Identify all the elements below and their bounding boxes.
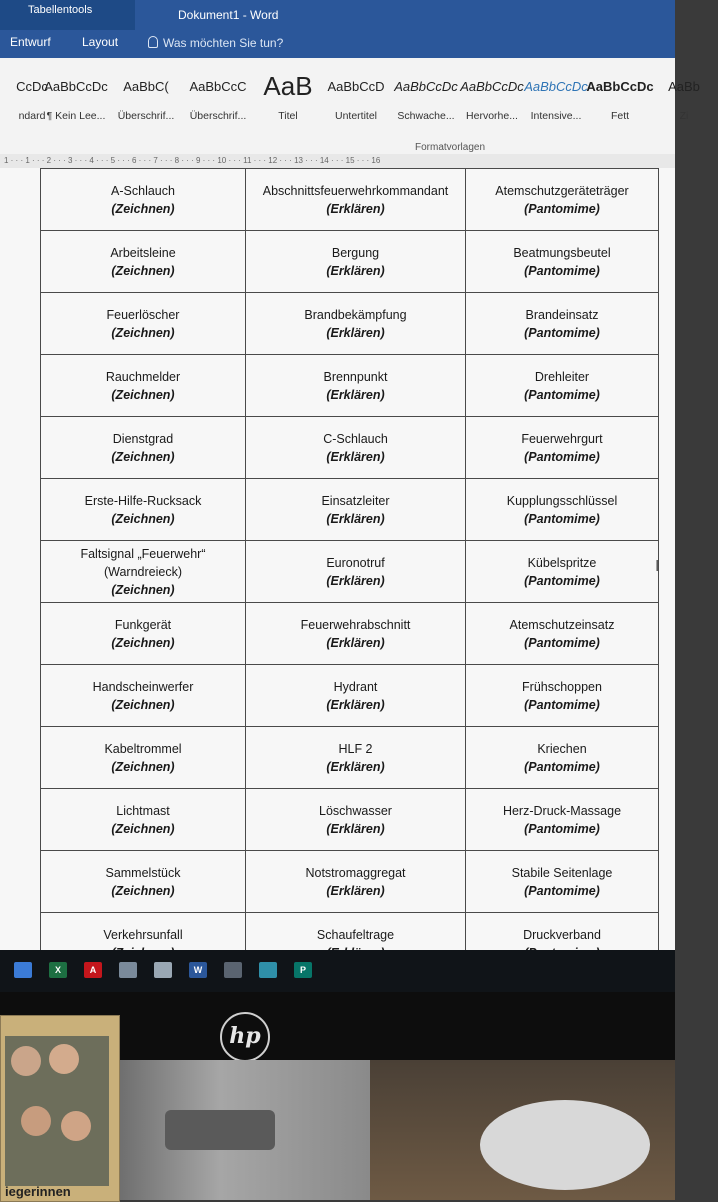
table-row [41,479,659,541]
style-gallery-item[interactable] [42,66,110,122]
cell-term: Rauchmelder [105,369,181,384]
table-row [41,727,659,789]
style-gallery-item[interactable] [184,66,252,122]
cell-task: (Pantomime) [524,573,600,588]
cell-term: Brandeinsatz [525,307,599,322]
cell-term: Drehleiter [534,369,590,384]
cell-term: Lichtmast [116,803,170,818]
tab-layout[interactable]: Layout [82,35,119,49]
ruler[interactable] [0,154,675,169]
publisher-icon[interactable]: P [294,962,312,978]
excel-icon[interactable]: X [49,962,67,978]
cell-term: Faltsignal „Feuerwehr“ (Warndreieck) [80,546,206,579]
style-gallery-item[interactable] [522,66,590,122]
cell-term: Kübelspritze [527,555,597,570]
cell-task: (Erklären) [326,387,385,402]
table-cell[interactable] [466,851,659,913]
cell-term: Dienstgrad [112,431,174,446]
style-name: Hervorhe... [466,110,518,122]
cell-term: Erste-Hilfe-Rucksack [84,493,202,508]
style-sample: AaBbCcD [327,78,385,94]
style-gallery-item[interactable] [392,66,460,122]
cell-term: Bergung [331,245,380,260]
cell-task: (Pantomime) [524,511,600,526]
style-sample: AaB [263,70,313,101]
cell-task: (Pantomime) [524,201,600,216]
photo-face [21,1106,51,1136]
style-gallery-item[interactable] [586,66,654,122]
cell-term: Atemschutzgeräteträger [495,183,629,198]
table-cell[interactable] [246,479,466,541]
cell-term: Frühschoppen [522,679,602,694]
style-name: Titel [278,110,298,122]
tab-entwurf[interactable]: Entwurf [10,35,51,49]
cell-task: (Pantomime) [524,883,600,898]
cell-task: (Erklären) [326,573,385,588]
style-name: Untertitel [334,110,377,122]
style-sample: AaBbCcDc [394,78,458,94]
cell-term: Brennpunkt [323,369,388,384]
table-cell[interactable] [41,851,246,913]
table-cell[interactable] [246,789,466,851]
table-cell[interactable] [466,417,659,479]
context-tab-label: Tabellentools [28,4,93,16]
document-page[interactable] [0,168,675,950]
table-cell[interactable] [466,541,659,603]
menu-bar [0,30,675,58]
table-row [41,789,659,851]
style-sample: AaBbCcDc [524,78,588,94]
table-row [41,169,659,231]
cell-task: (Erklären) [326,759,385,774]
title-bar [0,0,675,30]
ribbon [0,58,700,159]
cell-task: (Pantomime) [524,325,600,340]
cell-task: (Zeichnen) [111,821,175,836]
table-cell[interactable] [41,603,246,665]
stand-base [480,1100,650,1190]
style-sample: AaBbCcDc [44,78,108,94]
photo-face [61,1111,91,1141]
cell-term: Euronotruf [326,555,385,570]
cell-task: (Zeichnen) [111,697,175,712]
cell-task: (Zeichnen) [111,325,175,340]
style-sample: AaBbC( [123,78,169,94]
cell-term: Kupplungsschlüssel [506,493,618,508]
cell-term: Stabile Seitenlage [511,865,613,880]
table-cell[interactable] [41,293,246,355]
cell-task: (Erklären) [326,263,385,278]
cell-term: Einsatzleiter [321,493,390,508]
table-cell[interactable] [246,665,466,727]
disk-icon[interactable] [154,962,172,978]
table-row [41,231,659,293]
style-name: Schwache... [397,110,455,122]
cell-term: Kriechen [537,741,587,756]
cell-term: Herz-Druck-Massage [502,803,622,818]
cell-task: (Zeichnen) [111,759,175,774]
style-name: ndard [18,110,46,122]
word-table [40,168,659,1037]
style-sample: CcDc [16,78,48,94]
table-cell[interactable] [41,479,246,541]
table-row [41,293,659,355]
tell-me-box[interactable] [148,36,283,50]
cell-term: Funkgerät [114,617,172,632]
table-cell[interactable] [466,665,659,727]
table-cell[interactable] [246,231,466,293]
cell-task: (Pantomime) [524,697,600,712]
table-cell[interactable] [246,355,466,417]
table-cell[interactable] [466,603,659,665]
hp-logo: hp [220,1012,270,1062]
cell-term: Feuerwehrgurt [521,431,603,446]
table-row [41,851,659,913]
cell-term: Druckverband [523,927,601,942]
table-cell[interactable] [466,293,659,355]
cell-task: (Pantomime) [524,821,600,836]
cell-task: (Erklären) [326,821,385,836]
style-sample: AaBbCcC [189,78,247,94]
cell-term: A-Schlauch [111,183,175,198]
cell-term: Atemschutzeinsatz [509,617,615,632]
cell-task: (Erklären) [326,883,385,898]
cell-term: Kabeltrommel [104,741,182,756]
cell-term: Löschwasser [319,803,392,818]
app-icon[interactable] [119,962,137,978]
table-cell[interactable] [246,417,466,479]
cell-term: Beatmungsbeutel [513,245,611,260]
style-gallery-item[interactable] [322,66,390,122]
style-name: Zi [679,110,689,122]
cell-term: Brandbekämpfung [304,307,407,322]
document-title: Dokument1 - Word [178,8,279,22]
table-row [41,541,659,603]
style-sample: AaBbCcDc [586,78,654,94]
cell-task: (Zeichnen) [111,387,175,402]
table-row [41,603,659,665]
acrobat-icon[interactable]: A [84,962,102,978]
style-name: ¶ Kein Lee... [46,110,106,122]
table-cell[interactable] [246,169,466,231]
table-row [41,665,659,727]
table-cell[interactable] [466,355,659,417]
photo-caption: iegerinnen [5,1184,71,1199]
style-name: Intensive... [530,110,582,122]
photo-print [0,1015,120,1202]
cell-task: (Erklären) [326,635,385,650]
cell-term: Arbeitsleine [110,245,176,260]
cell-task: (Pantomime) [524,449,600,464]
ruler-ticks: 1 · · · 1 · · · 2 · · · 3 · · · 4 · · · 5 · · · 6 · · · 7 · · · 8 · · · 9 · · · 10 · · · 11 · · · 12 · · · 13 · · · 14 · · · 15 · · · 16 [4,156,381,165]
lightbulb-icon [148,36,158,48]
app-icon-2[interactable] [259,962,277,978]
cell-term: C-Schlauch [323,431,388,446]
screen-icon[interactable] [14,962,32,978]
photo-face [11,1046,41,1076]
stand-cable-slot [165,1110,275,1150]
table-cell[interactable] [246,541,466,603]
cell-task: (Erklären) [326,511,385,526]
cell-task: (Erklären) [326,201,385,216]
table-cell[interactable] [41,417,246,479]
taskbar [0,950,675,992]
cell-task: (Zeichnen) [111,511,175,526]
style-gallery-item[interactable] [650,66,718,122]
style-sample: AaBbCcDc [460,78,524,94]
table-row [41,355,659,417]
ribbon-group-label: Formatvorlagen [415,142,486,153]
cell-task: (Erklären) [326,697,385,712]
table-cell[interactable] [41,541,246,603]
context-tab[interactable] [0,0,135,30]
table-cell[interactable] [41,231,246,293]
cell-task: (Erklären) [326,449,385,464]
cell-term: Sammelstück [105,865,181,880]
style-gallery-item[interactable] [458,66,526,122]
cell-task: (Pantomime) [524,635,600,650]
style-gallery-item[interactable] [112,66,180,122]
cell-task: (Zeichnen) [111,201,175,216]
table-cell[interactable] [466,789,659,851]
table-cell[interactable] [246,727,466,789]
cell-task: (Zeichnen) [111,635,175,650]
cell-term: HLF 2 [338,741,373,756]
table-cell[interactable] [41,727,246,789]
table-cell[interactable] [41,355,246,417]
cell-task: (Pantomime) [524,759,600,774]
cell-task: (Pantomime) [524,387,600,402]
cell-task: (Erklären) [326,325,385,340]
table-cell[interactable] [41,169,246,231]
table-row [41,417,659,479]
cell-task: (Zeichnen) [111,263,175,278]
table-cell[interactable] [466,169,659,231]
cell-term: Feuerlöscher [106,307,180,322]
table-cell[interactable] [41,665,246,727]
cell-term: Verkehrsunfall [103,927,183,942]
style-name: Überschrif... [189,110,247,122]
style-gallery-item[interactable] [254,66,322,122]
table-cell[interactable] [246,851,466,913]
table-cell[interactable] [466,231,659,293]
table-cell[interactable] [246,293,466,355]
word-icon[interactable]: W [189,962,207,978]
cell-term: Hydrant [333,679,378,694]
cell-term: Handscheinwerfer [92,679,194,694]
cell-task: (Zeichnen) [111,582,175,597]
cell-term: Feuerwehrabschnitt [300,617,411,632]
cell-task: (Zeichnen) [111,449,175,464]
table-cell[interactable] [41,789,246,851]
text-cursor-icon: I [655,558,660,575]
table-cell[interactable] [246,603,466,665]
style-sample: AaBb [668,78,700,94]
cell-term: Abschnittsfeuerwehrkommandant [262,183,449,198]
tell-me-text: Was möchten Sie tun? [163,36,284,50]
cell-task: (Zeichnen) [111,883,175,898]
cell-task: (Pantomime) [524,263,600,278]
style-name: Fett [610,110,630,122]
photo-face [49,1044,79,1074]
table-cell[interactable] [466,479,659,541]
cell-term: Schaufeltrage [316,927,395,942]
calculator-icon[interactable] [224,962,242,978]
style-name: Überschrif... [117,110,175,122]
table-cell[interactable] [466,727,659,789]
cell-term: Notstromaggregat [305,865,406,880]
